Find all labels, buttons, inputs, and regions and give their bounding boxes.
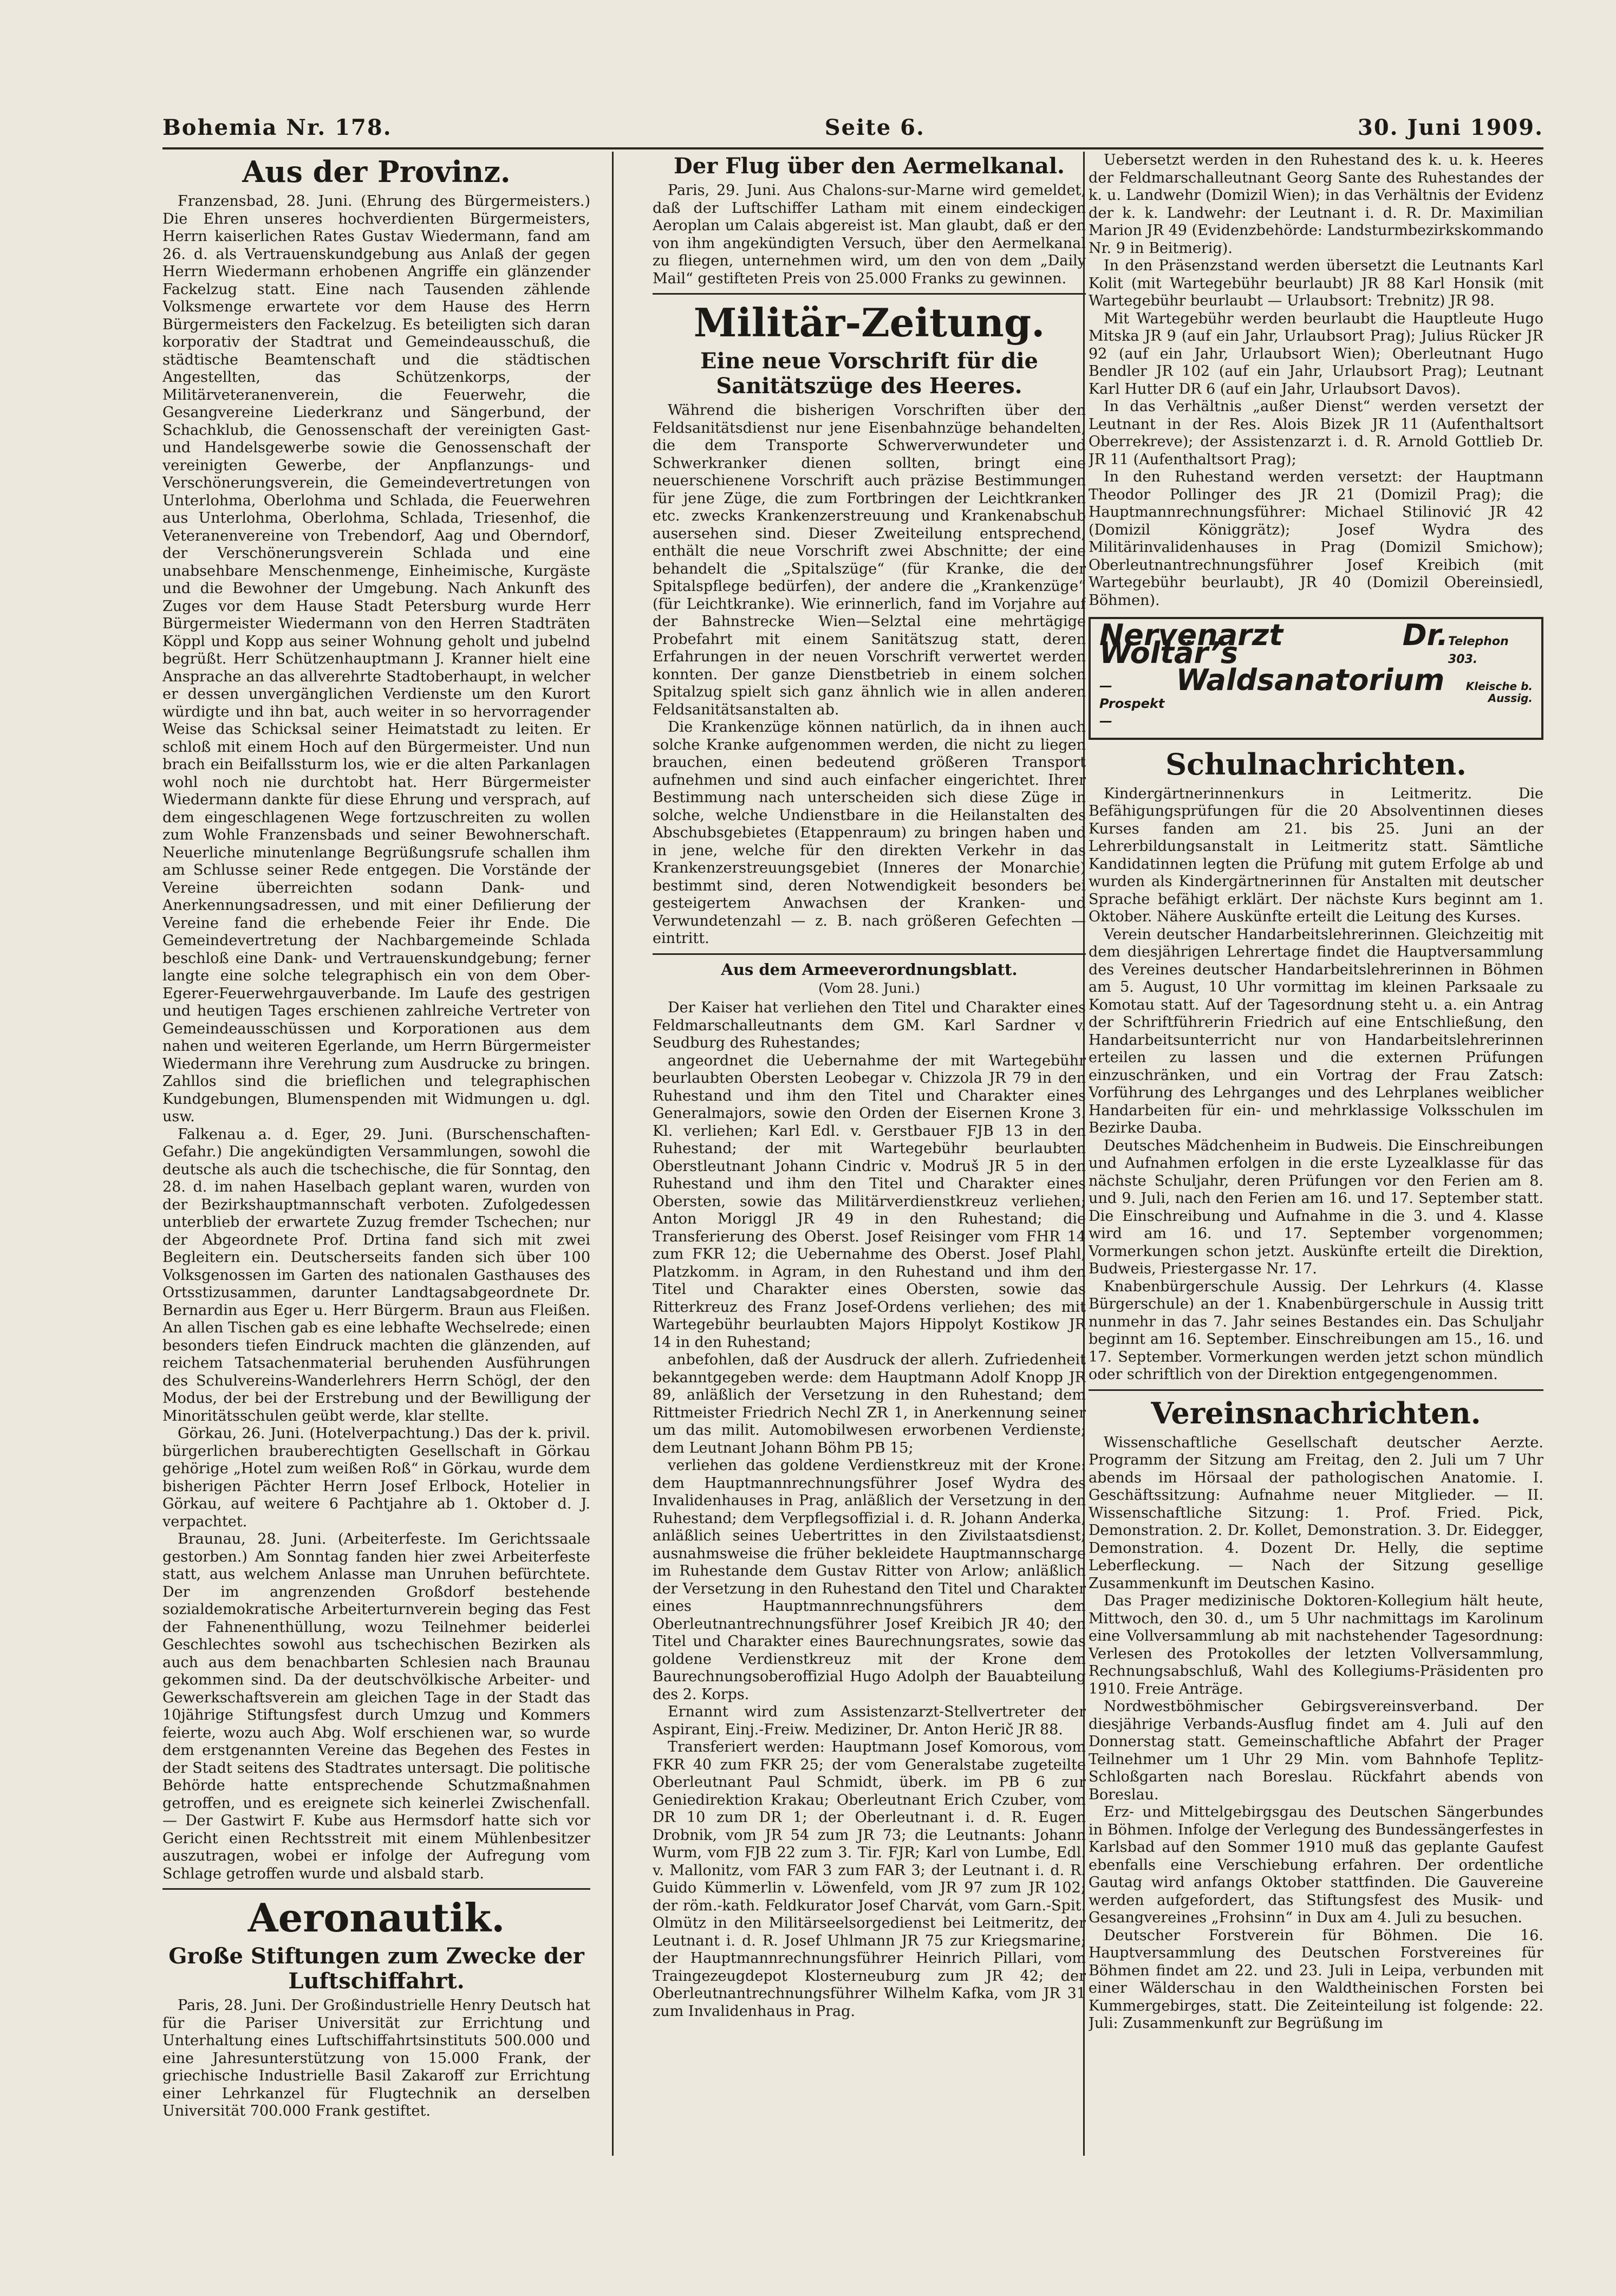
- article-paris-stiftung: Paris, 28. Juni. Der Großindustrielle Henry Deutsch hat für die Pariser Universität zur Errichtung und Unterhaltung eines Luftschiffahrtsinstituts 500.000 und eine Jahresunterstützung von 15.000 Frank, der griechische Industrielle Basil Zakaroff zur Errichtung einer Lehrkanzel für Flugtechnik an derselben Universität 700.000 Frank gestiftet.: [162, 1997, 590, 2119]
- article-falkenau: Falkenau a. d. Eger, 29. Juni. (Burschenschaften-Gefahr.) Die angekündigten Versammlungen, sowohl die deutsche als auch die tschechische, die für Sonntag, den 28. d. im nahen Haselbach geplant waren, wurden von der Bezirkshauptmannschaft verboten. Zufolgedessen unterblieb der erwartete Zuzug fremder Tschechen; nur der Abgeordnete Prof. Drtina fand sich mit zwei Begleitern ein. Deutscherseits fanden sich über 100 Volksgenossen im Garten des nationalen Gasthauses des Ortsstizusammen, darunter Landtagsabgeordnete Dr. Bernardin aus Eger u. Herr Bürgerm. Braun aus Fleißen. An allen Tischen gab es eine lebhafte Wechselrede; einen besonders tiefen Eindruck machten die glänzenden, auf reichem Tatsachenmaterial beruhenden Ausführungen des Schulvereins-Wanderlehrers Herrn Schögl, der den Modus, der bei der Erstrebung und der Bewilligung der Minoritätsschulen geübt werde, klar stellte.: [162, 1126, 590, 1425]
- section-title-militaer: Militär-Zeitung.: [693, 300, 1045, 346]
- section-title-verein: Vereinsnachrichten.: [1151, 1395, 1481, 1430]
- schul-article-1: Kindergärtnerinnenkurs in Leitmeritz. Die Befähigungsprüfungen für die 20 Absolventinnen dieses Kurses fanden am 21. bis 25. Juni an der Lehrerbildungsanstalt in Leitmeritz statt. Sämtliche Kandidatinnen legten die Prüfung mit gutem Erfolge ab und wurden als Kindergärtnerinnen für Anstalten mit deutscher Sprache befähigt erklärt. Der nächste Kurs beginnt am 1. Oktober. Nähere Auskünfte erteilt die Leitung des Kurses.: [1089, 785, 1543, 925]
- verein-article-5: Deutscher Forstverein für Böhmen. Die 16. Hauptversammlung des Deutschen Forstvereines für Böhmen findet am 22. und 23. Juli in Leipa, verbunden mit einer Wälderschau in den Waldtheinischen Forsten bei Kummergebirges, statt. Die Zeiteinteilung ist folgende: 22. Juli: Zusammenkunft zur Begrüßung im: [1089, 1927, 1543, 2032]
- header-date: 30. Juni 1909.: [1358, 114, 1543, 140]
- article-braunau: Braunau, 28. Juni. (Arbeiterfeste. Im Gerichtssaale gestorben.) Am Sonntag fanden hier zwei Arbeiterfeste statt, aus welchem Anlasse man Unruhen befürchtete. Der im angrenzenden Großdorf bestehende sozialdemokratische Arbeiterturnverein beging das Fest der Fahnenenthüllung, wozu Teilnehmer beiderlei Geschlechtes sowohl aus tschechischen Bezirken als auch aus dem benachbarten Schlesien nach Braunau gekommen sind. Da der deutschvölkische Arbeiter- und Gewerkschaftsverein am gleichen Tage in der Stadt das 10jährige Stiftungsfest durch Umzug und Kommers feierte, wozu auch Abg. Wolf erschienen war, so wurde dem erstgenannten Vereine das Begehen des Festes in der Stadt seitens des Stadtrates untersagt. Die politische Behörde hatte entsprechende Schutzmaßnahmen getroffen, und es ereignete sich keinerlei Zwischenfall. — Der Gastwirt F. Kube aus Hermsdorf hatte sich vor Gericht einen Rechtsstreit mit einem Mühlenbesitzer auszutragen, wobei er infolge der Aufregung vom Schlage getroffen wurde und alsbald starb.: [162, 1531, 590, 1882]
- article-sanitaet-1: Während die bisherigen Vorschriften über den Feldsanitätsdienst nur jene Eisenbahnzüge behandelten, die dem Transporte Schwerverwundeter und Schwerkranker dienen sollten, bringt eine neuerschienene Vorschrift auch präzise Bestimmungen für jene Züge, die zum Fortbringen der Leichtkranken etc. zwecks Krankenzerstreuung und Krankenabschub ausersehen sind. Dieser Zweiteilung entsprechend, enthält die neue Vorschrift zwei Abschnitte; der eine behandelt die „Spitalszüge“ (für Kranke, die der Spitalspflege bedürfen), der andere die „Krankenzüge“ (für Leichtkranke). Wie erinnerlich, fand im Vorjahre auf der Bahnstrecke Wien—Selztal eine mehrtägige Probefahrt mit einem Sanitätszug statt, deren Erfahrungen in der neuen Vorschrift verwertet werden konnten. Der ganze Dienstbetrieb in einem solchen Spitalzug spielt sich ganz ähnlich wie in allen anderen Feldsanitätsanstalten ab.: [653, 402, 1086, 718]
- column-1: [162, 152, 590, 2156]
- schul-article-3: Deutsches Mädchenheim in Budweis. Die Einschreibungen und Aufnahmen erfolgen in die erste Lyzealklasse für das nächste Schuljahr, deren Prüfungen vor den Ferien am 8. und 9. Juli, nach den Ferien am 16. und 17. September statt. Die Einschreibung und Aufnahme in die 3. und 4. Klasse wird am 16. und 17. September vorgenommen; Vormerkungen schon jetzt. Auskünfte erteilt die Direktion, Budweis, Priestergasse Nr. 17.: [1089, 1137, 1543, 1277]
- armee-paragraph-4: verliehen das goldene Verdienstkreuz mit der Krone: dem Hauptmannrechnungsführer Josef Wydra des Invalidenhauses in Prag, anläßlich der Versetzung in den Ruhestand; dem Verpflegsoffizial i. d. R. Johann Anderka, anläßlich seines Uebertrittes in den Zivilstaatsdienst; ausnahmsweise die früher bekleidete Hauptmannscharge im Ruhestande dem Gustav Ritter von Arlow; anläßlich der Versetzung in den Ruhestand den Titel und Charakter eines Hauptmannrechnungsführers dem Oberleutnantrechnungsführer Josef Kreibich JR 40; den Titel und Charakter eines Baurechnungsrates, sowie das goldene Verdienstkreuz mit der Krone dem Baurechnungsoberoffizial Hugo Adolph der Bauabteilung des 2. Korps.: [653, 1457, 1086, 1703]
- armee-paragraph-10: In das Verhältnis „außer Dienst“ werden versetzt der Leutnant in der Res. Alois Bizek JR 11 (Aufenthaltsort Oberrekreve); der Assistenzarzt i. d. R. Arnold Gottlieb Dr. JR 11 (Aufenthaltsort Prag);: [1089, 398, 1543, 468]
- verein-article-1: Wissenschaftliche Gesellschaft deutscher Aerzte. Programm der Sitzung am Freitag, den 2. Juli um 7 Uhr abends im Hörsaal der pathologischen Anatomie. I. Geschäftssitzung: Aufnahme neuer Mitglieder. — II. Wissenschaftliche Sitzung: 1. Prof. Fried. Pick, Demonstration. 2. Dr. Kollet, Demonstration. 3. Dr. Eidegger, Demonstration. 4. Dozent Dr. Helly, die septime Leberfleckung. — Nach der Sitzung gesellige Zusammenkunft im Deutschen Kasino.: [1089, 1434, 1543, 1592]
- subtitle-stiftungen: Große Stiftungen zum Zwecke der Luftschiffahrt.: [168, 1943, 584, 1994]
- section-title-flug: Der Flug über den Aermelkanal.: [674, 153, 1065, 179]
- article-sanitaet-2: Die Krankenzüge können natürlich, da in ihnen auch solche Kranke aufgenommen werden, die nicht zu liegen brauchen, einen bedeutend größeren Transport aufnehmen und sind auch einfacher eingerichtet. Ihrer Bestimmung nach unterscheiden sich diese Züge in solche, welche Undienstbare in die Heilanstalten des Abschubsgebietes (Etappenraum) zu bringen haben und in jene, welche für den direkten Verkehr in das Krankenzerstreuungsgebiet (Inneres der Monarchie) bestimmt sind, deren Notwendigkeit besonders bei gesteigertem Anwachsen der Kranken- und Verwundetenzahl — z. B. nach größeren Gefechten — eintritt.: [653, 719, 1086, 947]
- subtitle-armeeverordnungsblatt: Aus dem Armeeverordnungsblatt.: [721, 960, 1018, 979]
- article-flug-aermelkanal: Paris, 29. Juni. Aus Chalons-sur-Marne wird gemeldet, daß der Luftschiffer Latham mit einem eindeckigen Aeroplan um Calais abgereist ist. Man glaubt, daß er den von ihm angekündigten Versuch, über den Aermelkanal zu fliegen, unternehmen wird, um den von dem „Daily Mail“ gestifteten Preis von 25.000 Franks zu gewinnen.: [653, 182, 1086, 287]
- ad-prospekt: — Prospekt —: [1099, 678, 1165, 729]
- schul-article-4: Knabenbürgerschule Aussig. Der Lehrkurs (4. Klasse Bürgerschule) an der 1. Knabenbürgerschule in Aussig tritt nunmehr in das 7. Jahr seines Bestandes ein. Das Schuljahr beginnt am 16. September. Einschreibungen am 15., 16. und 17. September. Vormerkungen werden jetzt schon mündlich oder schriftlich von der Direktion entgegengenommen.: [1089, 1278, 1543, 1383]
- armee-paragraph-3: anbefohlen, daß der Ausdruck der allerh. Zufriedenheit bekanntgegeben werde: dem Hauptmann Adolf Knopp JR 89, anläßlich der Versetzung in den Ruhestand; dem Rittmeister Friedrich Nechl ZR 1, in Anerkennung seiner um das milit. Automobilwesen erworbenen Verdienste; dem Leutnant Johann Böhm PB 15;: [653, 1351, 1086, 1456]
- verein-article-3: Nordwestböhmischer Gebirgsvereinsverband. Der diesjährige Verbands-Ausflug findet am 4. Juli auf den Donnerstag statt. Gemeinschaftliche Abfahrt der Prager Teilnehmer um 1 Uhr 29 Min. vom Bahnhofe Teplitz-Schloßgarten nach Boreslau. Rückfahrt abends von Boreslau.: [1089, 1698, 1543, 1803]
- ad-name: Waldsanatorium: [1176, 663, 1445, 697]
- column-3: [1089, 152, 1543, 2156]
- column-2: [653, 152, 1086, 2156]
- advertisement-sanatorium: [1089, 617, 1543, 740]
- ad-title: Nervenarzt Dr. Woltär’s: [1099, 618, 1448, 670]
- divider: [162, 1888, 590, 1890]
- ad-place: Kleische b. Aussig.: [1465, 680, 1533, 705]
- armee-paragraph-11: In den Ruhestand werden versetzt: der Hauptmann Theodor Pollinger des JR 21 (Domizil Prag); die Hauptmannrechnungsführer: Michael Stilinović JR 42 (Domizil Königgrätz); Josef Wydra des Militärinvalidenhauses in Prag (Domizil Smichow); Oberleutnantrechnungsführer Josef Kreibich (mit Wartegebühr beurlaubt), JR 40 (Domizil Obereinsiedl, Böhmen).: [1089, 469, 1543, 609]
- schul-article-2: Verein deutscher Handarbeitslehrerinnen. Gleichzeitig mit dem diesjährigen Lehrertage findet die Hauptversammlung des Vereines deutscher Handarbeitslehrerinnen in Böhmen am 5. August, 10 Uhr vormittag im kleinen Parksaale zu Komotau statt. Auf der Tagesordnung steht u. a. ein Antrag der Schriftführerin Friedrich auf eine Entschließung, den Handarbeitsunterricht nur von Handarbeitslehrerinnen erteilen zu lassen und die externen Prüfungen einzuschränken, und ein Vortrag der Frau Zatsch: Vorführung des Lehrganges und des Lehrplanes weiblicher Handarbeiten für ein- und mehrklassige Volksschulen im Bezirke Dauba.: [1089, 926, 1543, 1136]
- armee-paragraph-6: Transferiert werden: Hauptmann Josef Komorous, vom FKR 40 zum FKR 25; der vom Generalstabe zugeteilte Oberleutnant Paul Schmidt, überk. im PB 6 zur Geniedirektion Krakau; Oberleutnant Erich Czuber, vom DR 10 zum DR 1; der Oberleutnant i. d. R. Eugen Drobnik, vom JR 54 zum JR 73; die Leutnants: Johann Wurm, vom FJB 22 zum 3. Tir. FJR; Karl von Lumbe, Edl. v. Mallonitz, vom FAR 3 zum FAR 3; der Leutnant i. d. R. Guido Kümmerlin v. Löwenfeld, vom JR 97 zum JR 102; der röm.-kath. Feldkurator Josef Charvát, vom Garn.-Spit. Olmütz in den Militärseelsorgedienst bei Leitmeritz, der Leutnant i. d. R. Josef Uhlmann JR 75 zur Kriegsmarine; der Hauptmannrechnungsführer Heinrich Pillari, vom Traingezeugdepot Klosterneuburg zum JR 42; der Oberleutnantrechnungsführer Wilhelm Kafka, vom JR 31 zum Invalidenhaus in Prag.: [653, 1739, 1086, 2020]
- page-header: [162, 108, 1543, 146]
- verein-article-4: Erz- und Mittelgebirgsgau des Deutschen Sängerbundes in Böhmen. Infolge der Verlegung des Bundessängerfestes in Karlsbad auf den Sommer 1910 muß das geplante Gaufest ebenfalls eine Verschiebung erfahren. Der ordentliche Gautag wird anfangs Oktober stattfinden. Die Gauvereine werden aufgefordert, das Stiftungsfest des Musik- und Gesangvereines „Frohsinn“ in Dux am 4. Juli zu besuchen.: [1089, 1804, 1543, 1926]
- armee-paragraph-1: Der Kaiser hat verliehen den Titel und Charakter eines Feldmarschalleutnants dem GM. Karl Sardner v. Seudburg des Ruhestandes;: [653, 999, 1086, 1051]
- divider: [653, 953, 1086, 955]
- armee-paragraph-9: Mit Wartegebühr werden beurlaubt die Hauptleute Hugo Mitska JR 9 (auf ein Jahr, Urlaubsort Prag); Julius Rücker JR 92 (auf ein Jahr, Urlaubsort Wien); Oberleutnant Hugo Bendler JR 102 (auf ein Jahr, Urlaubsort Prag); Leutnant Karl Hutter DR 6 (auf ein Jahr, Urlaubsort Davos).: [1089, 310, 1543, 398]
- article-goerkau: Görkau, 26. Juni. (Hotelverpachtung.) Das der k. privil. bürgerlichen brauberechtigten Gesellschaft in Görkau gehörige „Hotel zum weißen Roß“ in Görkau, wurde dem bisherigen Pächter Herrn Josef Erlbock, Hotelier in Görkau, auf weitere 6 Pachtjahre ab 1. Oktober d. J. verpachtet.: [162, 1425, 590, 1530]
- article-franzensbad: Franzensbad, 28. Juni. (Ehrung des Bürgermeisters.) Die Ehren unseres hochverdienten Bürgermeisters, Herrn kaiserlichen Rates Gustav Wiedermann, fand am 26. d. als Vertrauenskundgebung aus Anlaß der gegen Herrn Wiedermann erhobenen Angriffe ein glänzender Fackelzug statt. Eine nach Tausenden zählende Volksmenge erwartete vor dem Hause des Herrn Bürgermeisters den Fackelzug. Es beteiligten sich daran korporativ der Stadtrat und Gemeindeausschuß, die städtische Beamtenschaft und die städtischen Angestellten, das Schützenkorps, der Militärveteranenverein, die Feuerwehr, die Gesangvereine Liederkranz und Sängerbund, der Schachklub, die Genossenschaft der vereinigten Gast- und Handelsgewerbe sowie die Genossenschaft der vereinigten Gewerbe, der Anpflanzungs- und Verschönerungsverein, die Gemeindevertretungen von Unterlohma, Oberlohma und Schlada, die Feuerwehren aus Unterlohma, Oberlohma, Schlada, Triesenhof, die Veteranenvereine von Trebendorf, Aag und Oberndorf, der Verschönerungsverein Schlada und eine unabsehbare Menschenmenge, Einheimische, Kurgäste und die Bewohner der Umgebung. Nach Ankunft des Zuges vor dem Hause Stadt Petersburg wurde Herr Bürgermeister Wiedermann von den Herren Stadträten Köppl und Kopp aus seiner Wohnung geholt und jubelnd begrüßt. Herr Schützenhauptmann J. Kranner hielt eine Ansprache an das allverehrte Stadtoberhaupt, in welcher er dessen unvergänglichen Verdienste um den Kurort würdigte und ihn bat, auch weiter in so hervorragender Weise das Schicksal seiner Heimatstadt zu leiten. Er schloß mit einem Hoch auf den Bürgermeister. Und nun brach ein Beifallssturm los, wie er die alten Parkanlagen wohl noch nie durchtobt hat. Herr Bürgermeister Wiedermann dankte für diese Ehrung und versprach, auf dem eingeschlagenen Wege fortzuschreiten zu wollen zum Wohle Franzensbads und seiner Bewohnerschaft. Neuerliche minutenlange Begrüßungsrufe schallen ihm am Schlusse seiner Rede entgegen. Die Vorstände der Vereine überreichten sodann Dank- und Anerkennungsadressen, und mit einer Defilierung der Vereine fand die erhebende Feier ihr Ende. Die Gemeindevertretung der Nachbargemeinde Schlada beschloß eine Dank- und Vertrauenskundgebung; ferner langte eine solche telegraphisch ein von dem Ober-Egerer-Feuerwehrgauverbande. Im Laufe des gestrigen und heutigen Tages erschienen zahlreiche Vertreter von Gemeindeausschüssen und Korporationen aus dem nahen und weiteren Egerlande, um Herrn Bürgermeister Wiedermann ihre Verehrung zum Ausdrucke zu bringen. Zahllos sind die brieflichen und telegraphischen Kundgebungen, Blumenspenden mit Widmungen u. dgl. usw.: [162, 193, 590, 1125]
- subtitle-sanitaetszuege: Eine neue Vorschrift für die Sanitätszüge des Heeres.: [700, 348, 1038, 399]
- header-issue: Bohemia Nr. 178.: [162, 114, 392, 140]
- armee-date: (Vom 28. Juni.): [818, 980, 920, 996]
- armee-paragraph-5: Ernannt wird zum Assistenzarzt-Stellvertreter der Aspirant, Einj.-Freiw. Mediziner, Dr. Anton Herič JR 88.: [653, 1703, 1086, 1738]
- header-rule: [162, 147, 1543, 149]
- armee-paragraph-8: In den Präsenzstand werden übersetzt die Leutnants Karl Kolit (mit Wartegebühr beurlaubt) JR 88 Karl Honsik (mit Wartegebühr beurlaubt — Urlaubsort: Trebnitz) JR 98.: [1089, 257, 1543, 309]
- ad-telephone: Telephon 303.: [1448, 635, 1509, 666]
- verein-article-2: Das Prager medizinische Doktoren-Kollegium hält heute, Mittwoch, den 30. d., um 5 Uhr nachmittags im Karolinum eine Vollversammlung ab mit nachstehender Tagesordnung: Verlesen des Protokolles der letzten Vollversammlung, Rechnungsabschluß, Wahl des Kollegiums-Präsidenten pro 1910. Freie Anträge.: [1089, 1592, 1543, 1697]
- section-title-aeronautik: Aeronautik.: [247, 1895, 505, 1941]
- armee-paragraph-7: Uebersetzt werden in den Ruhestand des k. u. k. Heeres der Feldmarschalleutnant Georg Sante des Ruhestandes der k. u. Landwehr (Domizil Wien); in das Verhältnis der Evidenz der k. k. Landwehr: der Leutnant i. d. R. Dr. Maximilian Marion JR 49 (Evidenzbehörde: Landsturmbezirkskommando Nr. 9 in Beitmerig).: [1089, 152, 1543, 257]
- section-title-provinz: Aus der Provinz.: [242, 154, 511, 189]
- header-page-number: Seite 6.: [824, 114, 925, 140]
- armee-paragraph-2: angeordnet die Uebernahme der mit Wartegebühr beurlaubten Obersten Leobegar v. Chizzola JR 79 in den Ruhestand und ihm den Titel und Charakter eines Generalmajors, sowie den Orden der Eisernen Krone 3. Kl. verliehen; Karl Edl. v. Gerstbauer FJB 13 in den Ruhestand; der mit Wartegebühr beurlaubten Oberstleutnant Johann Cindric v. Modruš JR 5 in den Ruhestand und ihm den Titel und Charakter eines Obersten, sowie das Militärverdienstkreuz verliehen; Anton Moriggl JR 49 in den Ruhestand; die Transferierung des Oberst. Josef Reisinger vom FHR 14 zum FKR 12; die Uebernahme des Oberst. Josef Plahl, Platzkomm. in Agram, in den Ruhestand und ihm den Titel und Charakter eines Obersten, sowie das Ritterkreuz des Franz Josef-Ordens verliehen; des mit Wartegebühr beurlaubten Majors Hippolyt Kostikow JR 14 in den Ruhestand;: [653, 1052, 1086, 1351]
- column-rule-1: [612, 152, 614, 2156]
- section-title-schul: Schulnachrichten.: [1165, 746, 1467, 782]
- divider: [1089, 1389, 1543, 1391]
- divider: [653, 293, 1086, 295]
